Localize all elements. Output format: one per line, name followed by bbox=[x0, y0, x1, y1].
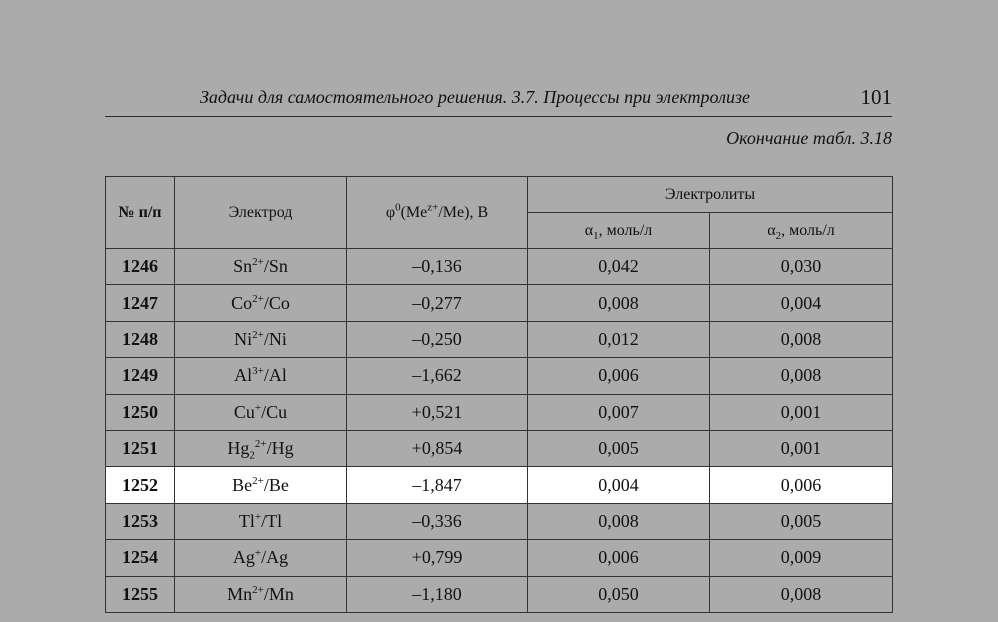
row-alpha1: 0,006 bbox=[528, 540, 710, 576]
ion-charge: + bbox=[254, 510, 262, 523]
phi-superscript: 0 bbox=[395, 201, 401, 214]
metal-symbol: /Co bbox=[263, 292, 290, 313]
header-row bbox=[106, 177, 893, 213]
potential-post: /Me), В bbox=[438, 203, 489, 221]
row-alpha2: 0,008 bbox=[710, 358, 893, 394]
row-alpha2: 0,005 bbox=[710, 503, 893, 539]
ion-charge: + bbox=[254, 401, 262, 414]
metal-symbol: /Hg bbox=[266, 438, 294, 459]
row-electrode bbox=[175, 394, 347, 430]
col-header-alpha1 bbox=[528, 213, 710, 249]
table-head bbox=[106, 177, 893, 249]
ion-symbol: Ag bbox=[232, 547, 255, 568]
ion-charge: 2+ bbox=[252, 474, 264, 487]
row-number: 1252 bbox=[106, 467, 175, 503]
row-alpha2: 0,006 bbox=[710, 467, 893, 503]
row-alpha1: 0,050 bbox=[528, 576, 710, 612]
metal-symbol: /Tl bbox=[261, 510, 283, 531]
ion-symbol: Co bbox=[231, 292, 253, 313]
phi-symbol: φ bbox=[385, 203, 396, 221]
ion-charge: 2+ bbox=[252, 328, 264, 341]
row-electrode bbox=[175, 321, 347, 357]
table-caption: Окончание табл. 3.18 bbox=[726, 128, 892, 148]
ion-subscript: 2 bbox=[249, 449, 255, 462]
table-row bbox=[106, 430, 893, 466]
potential-pre: (Me bbox=[400, 203, 428, 221]
row-potential: +0,854 bbox=[347, 430, 528, 466]
row-alpha2: 0,004 bbox=[710, 285, 893, 321]
row-potential: –0,136 bbox=[347, 249, 528, 285]
row-potential: –1,662 bbox=[347, 358, 528, 394]
ion-charge: 2+ bbox=[252, 583, 264, 596]
alpha1-sub: 1 bbox=[593, 229, 599, 242]
header-title: Задачи для самостоятельного решения. 3.7. Процессы при электролизе bbox=[200, 87, 750, 107]
row-potential: –1,180 bbox=[347, 576, 528, 612]
electrolysis-table bbox=[105, 176, 893, 613]
ion-symbol: Mn bbox=[227, 583, 253, 604]
table-row bbox=[106, 540, 893, 576]
alpha2-unit: , моль/л bbox=[781, 221, 835, 239]
ion-charge: 2+ bbox=[254, 438, 267, 451]
metal-symbol: /Sn bbox=[263, 256, 288, 277]
ion-symbol: Al bbox=[234, 365, 253, 386]
row-number: 1249 bbox=[106, 358, 175, 394]
metal-symbol: /Ni bbox=[263, 328, 287, 349]
row-alpha2: 0,009 bbox=[710, 540, 893, 576]
ion-symbol: Cu bbox=[233, 401, 255, 422]
alpha1-symbol: α bbox=[584, 221, 594, 239]
row-alpha2: 0,008 bbox=[710, 321, 893, 357]
row-number: 1253 bbox=[106, 503, 175, 539]
row-potential: +0,521 bbox=[347, 394, 528, 430]
ion-charge: + bbox=[254, 547, 262, 560]
table-row bbox=[106, 285, 893, 321]
row-number: 1255 bbox=[106, 576, 175, 612]
metal-symbol: /Al bbox=[263, 365, 287, 386]
row-potential: –0,336 bbox=[347, 503, 528, 539]
col-header-potential bbox=[347, 177, 528, 249]
row-number: 1247 bbox=[106, 285, 175, 321]
row-electrode bbox=[175, 430, 347, 466]
alpha2-sub: 2 bbox=[775, 229, 782, 242]
metal-symbol: /Ag bbox=[261, 547, 289, 568]
ion-symbol: Tl bbox=[238, 510, 255, 531]
row-number: 1248 bbox=[106, 321, 175, 357]
ion-symbol: Ni bbox=[234, 328, 253, 349]
table-row bbox=[106, 503, 893, 539]
row-number: 1254 bbox=[106, 540, 175, 576]
row-potential: –1,847 bbox=[347, 467, 528, 503]
metal-symbol: /Mn bbox=[263, 583, 294, 604]
ion-symbol: Be bbox=[232, 474, 253, 495]
ion-symbol: Sn bbox=[233, 256, 253, 277]
row-alpha1: 0,012 bbox=[528, 321, 710, 357]
metal-symbol: /Cu bbox=[261, 401, 288, 422]
row-potential: +0,799 bbox=[347, 540, 528, 576]
row-alpha1: 0,006 bbox=[528, 358, 710, 394]
row-alpha1: 0,008 bbox=[528, 503, 710, 539]
row-alpha1: 0,008 bbox=[528, 285, 710, 321]
col-header-alpha2 bbox=[710, 213, 893, 249]
table-row bbox=[106, 321, 893, 357]
page-number: 101 bbox=[860, 85, 892, 109]
row-alpha2: 0,001 bbox=[710, 430, 893, 466]
table-row bbox=[106, 576, 893, 612]
metal-symbol: /Be bbox=[263, 474, 289, 495]
table-row bbox=[106, 394, 893, 430]
row-alpha2: 0,001 bbox=[710, 394, 893, 430]
alpha1-unit: , моль/л bbox=[598, 221, 653, 239]
ion-charge: 2+ bbox=[252, 256, 264, 269]
ion-charge: 2+ bbox=[252, 292, 264, 305]
row-electrode bbox=[175, 249, 347, 285]
row-alpha1: 0,005 bbox=[528, 430, 710, 466]
row-alpha1: 0,004 bbox=[528, 467, 710, 503]
potential-charge: z+ bbox=[427, 201, 439, 214]
col-header-electrolytes: Электролиты bbox=[528, 177, 893, 213]
row-number: 1246 bbox=[106, 249, 175, 285]
ion-charge: 3+ bbox=[252, 365, 264, 378]
table-body bbox=[106, 249, 893, 613]
row-electrode bbox=[175, 503, 347, 539]
row-electrode bbox=[175, 467, 347, 503]
table-row-highlighted bbox=[106, 467, 893, 503]
row-alpha2: 0,030 bbox=[710, 249, 893, 285]
running-header bbox=[105, 84, 892, 117]
table-row bbox=[106, 249, 893, 285]
row-alpha2: 0,008 bbox=[710, 576, 893, 612]
table-row bbox=[106, 358, 893, 394]
row-potential: –0,277 bbox=[347, 285, 528, 321]
row-number: 1250 bbox=[106, 394, 175, 430]
ion-symbol: Hg bbox=[227, 438, 250, 459]
alpha2-symbol: α bbox=[767, 221, 776, 239]
row-electrode bbox=[175, 576, 347, 612]
col-header-electrode: Электрод bbox=[175, 177, 347, 249]
row-alpha1: 0,042 bbox=[528, 249, 710, 285]
row-potential: –0,250 bbox=[347, 321, 528, 357]
col-header-number: № п/п bbox=[106, 177, 175, 249]
row-electrode bbox=[175, 285, 347, 321]
row-electrode bbox=[175, 358, 347, 394]
row-alpha1: 0,007 bbox=[528, 394, 710, 430]
row-electrode bbox=[175, 540, 347, 576]
row-number: 1251 bbox=[106, 430, 175, 466]
